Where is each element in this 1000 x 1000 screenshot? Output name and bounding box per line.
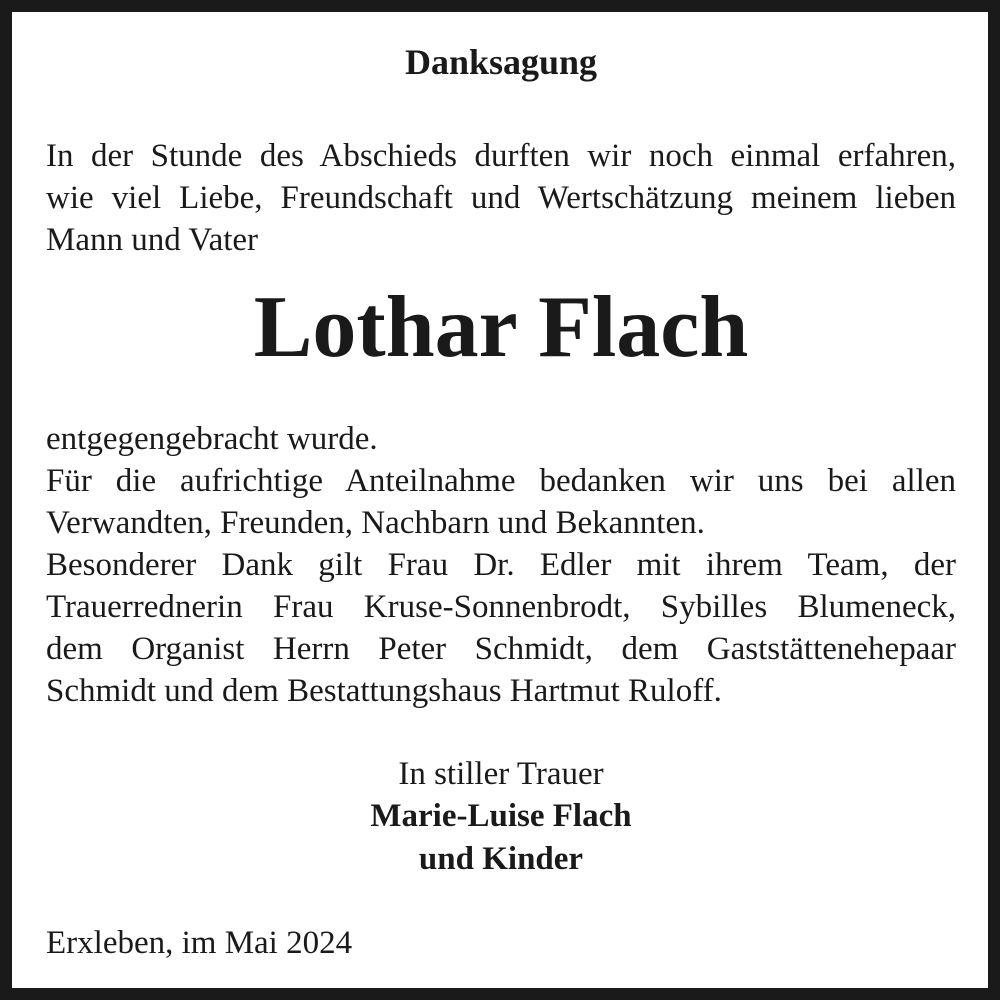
body-line-1: entgegengebracht wurde. xyxy=(46,421,378,457)
deceased-name: Lothar Flach xyxy=(253,279,749,376)
intro-line-3: Mann und Vater xyxy=(46,222,259,258)
body-line-6: dem Organist Herrn Peter Schmidt, dem Gaststättenehepaar xyxy=(46,631,956,667)
notice-heading: Danksagung xyxy=(404,42,598,82)
body-line-5: Trauerrednerin Frau Kruse-Sonnenbrodt, Sybilles Blumeneck, xyxy=(46,589,956,625)
intro-line-1: In der Stunde des Abschieds durften wir noch einmal erfahren, xyxy=(46,138,956,174)
intro-line-2: wie viel Liebe, Freundschaft und Wertschätzung meinem lieben xyxy=(46,180,956,216)
mourning-line: In stiller Trauer xyxy=(398,756,604,792)
place-date: Erxleben, im Mai 2024 xyxy=(46,925,353,961)
body-line-4: Besonderer Dank gilt Frau Dr. Edler mit ihrem Team, der xyxy=(46,547,956,583)
signatory-name: Marie-Luise Flach xyxy=(370,798,632,834)
body-line-2: Für die aufrichtige Anteilnahme bedanken wir uns bei allen xyxy=(46,463,956,499)
signatory-suffix: und Kinder xyxy=(418,841,584,877)
body-line-7: Schmidt und dem Bestattungshaus Hartmut Ruloff. xyxy=(46,673,722,709)
body-line-3: Verwandten, Freunden, Nachbarn und Bekannten. xyxy=(46,505,705,541)
